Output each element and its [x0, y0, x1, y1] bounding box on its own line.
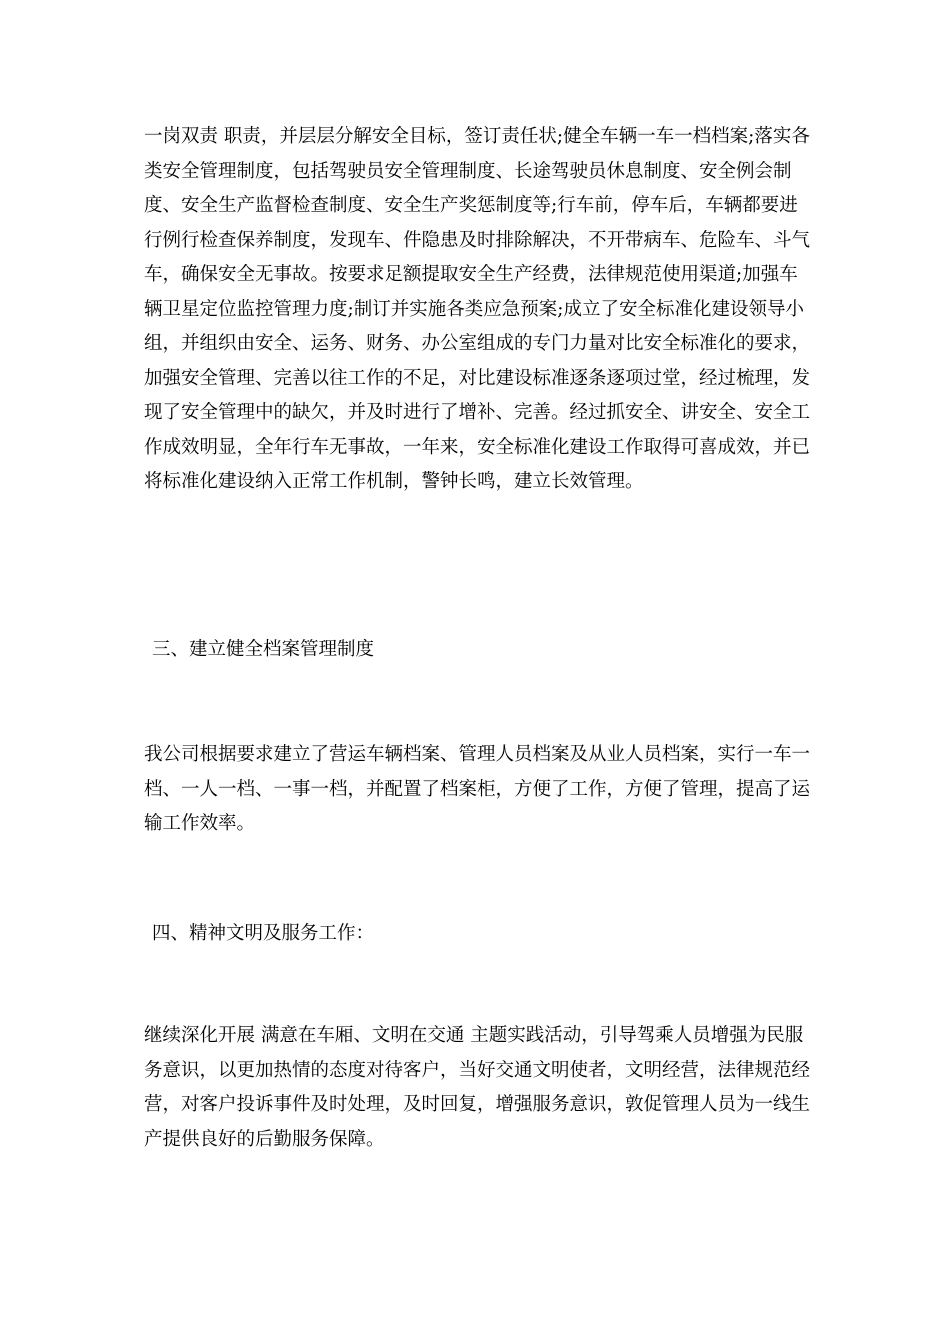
paragraph-civilization-service: 继续深化开展 满意在车厢、文明在交通 主题实践活动，引导驾乘人员增强为民服务意识，以更加热情的态度对待客户，当好交通文明使者，文明经营，法律规范经营，对客户投诉事件及时处理，及时回复，增强服务意识，敦促管理人员为一线生产提供良好的后勤服务保障。: [144, 1025, 811, 1150]
section-heading-archive-management: 三、建立健全档案管理制度: [152, 639, 375, 660]
section-heading-civilization-service: 四、精神文明及服务工作：: [152, 923, 375, 944]
paragraph-archive-management: 我公司根据要求建立了营运车辆档案、管理人员档案及从业人员档案，实行一车一档、一人一档、一事一档，并配置了档案柜，方便了工作，方便了管理，提高了运输工作效率。: [144, 744, 811, 834]
paragraph-safety-management: 一岗双责 职责，并层层分解安全目标，签订责任状;健全车辆一车一档档案;落实各类安全管理制度，包括驾驶员安全管理制度、长途驾驶员休息制度、安全例会制度、安全生产监督检查制度、安全生产奖惩制度等;行车前，停车后，车辆都要进行例行检查保养制度，发现车、件隐患及时排除解决，不开带病车、危险车、斗气车，确保安全无事故。按要求足额提取安全生产经费，法律规范使用渠道;加强车辆卫星定位监控管理力度;制订并实施各类应急预案;成立了安全标准化建设领导小组，并组织由安全、运务、财务、办公室组成的专门力量对比安全标准化的要求，加强安全管理、完善以往工作的不足，对比建设标准逐条逐项过堂，经过梳理，发现了安全管理中的缺欠，并及时进行了增补、完善。经过抓安全、讲安全、安全工作成效明显，全年行车无事故，一年来，安全标准化建设工作取得可喜成效，并已将标准化建设纳入正常工作机制，警钟长鸣，建立长效管理。: [144, 126, 811, 492]
